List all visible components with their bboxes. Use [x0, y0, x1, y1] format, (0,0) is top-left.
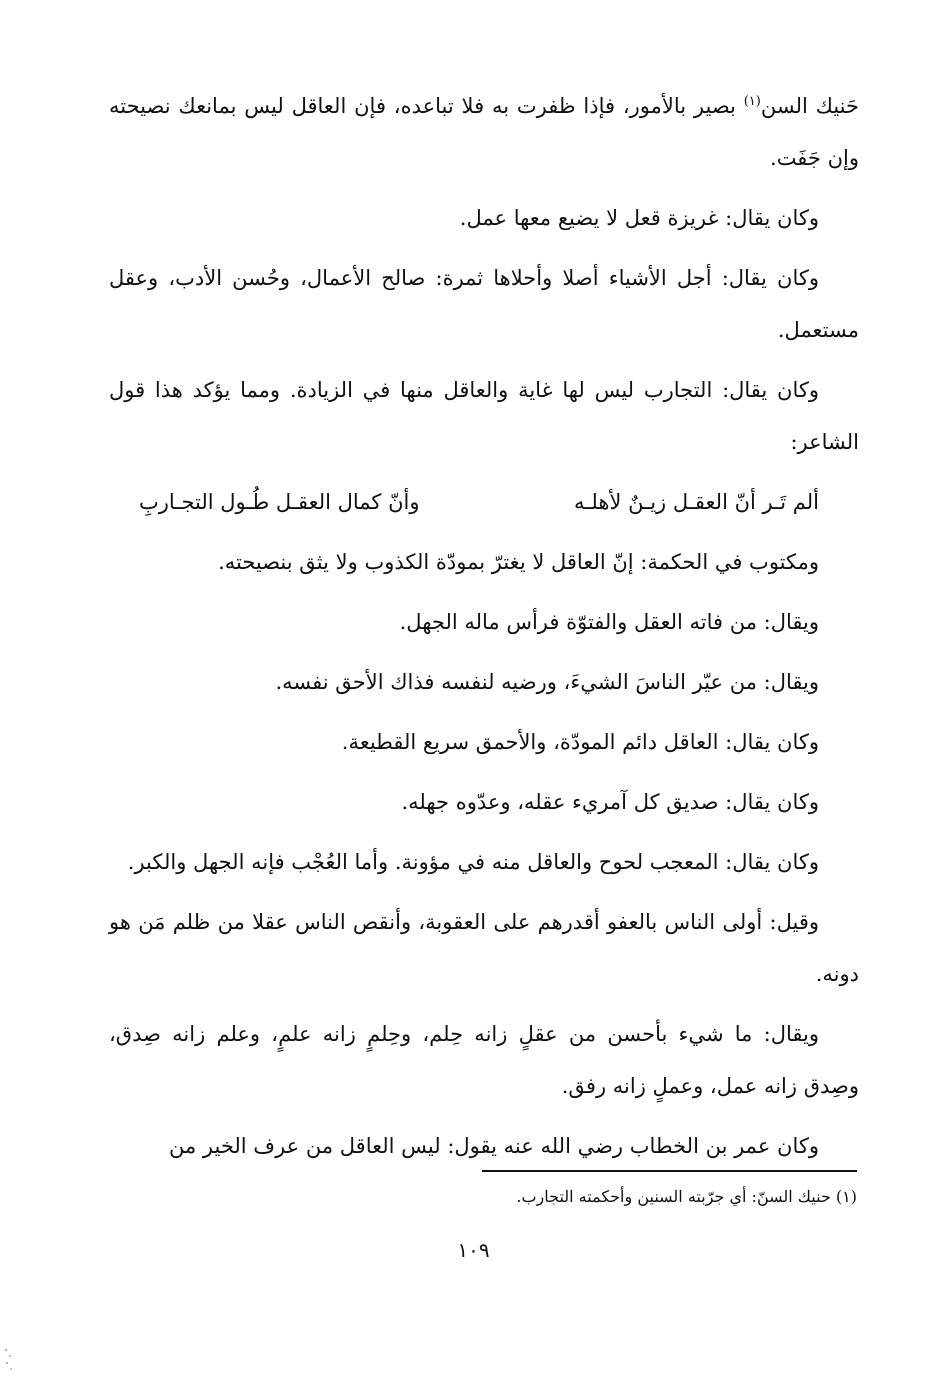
- paragraph-1: [109, 80, 859, 184]
- paragraph-12: ويقال: ما شيء بأحسن من عقلٍ زانه حِلم، وحِلمٍ زانه علمٍ، وعلم زانه صِدق، وصِدق زانه عمل، وعملٍ زانه رفق.: [109, 1022, 859, 1098]
- paragraph-3: وكان يقال: أجل الأشياء أصلا وأحلاها ثمرة: صالح الأعمال، وحُسن الأدب، وعقل مستعمل.: [109, 266, 859, 342]
- paragraph-1-start: حَنيك السن: [760, 94, 859, 118]
- footnote-divider: [482, 1170, 857, 1172]
- paragraph-5: ومكتوب في الحكمة: إنّ العاقل لا يغترّ بمودّة الكذوب ولا يثق بنصيحته.: [218, 550, 819, 574]
- paragraph-1-rest: بصير بالأمور، فإذا ظفرت به فلا تباعده، فإن العاقل ليس بمانعك نصيحته وإن جَفَت.: [109, 94, 859, 170]
- verse-first-hemistich: ألم تَـر أنّ العقـل زيـنٌ لأهلـه: [573, 490, 819, 514]
- paragraph-11: وقيل: أولى الناس بالعفو أقدرهم على العقوبة، وأنقص الناس عقلا من ظلم مَن هو دونه.: [109, 910, 859, 986]
- paragraph-8: وكان يقال: العاقل دائم المودّة، والأحمق سريع القطيعة.: [341, 730, 819, 754]
- poem-verse: [109, 476, 859, 528]
- paragraph-7: ويقال: من عيّر الناسَ الشيءَ، ورضيه لنفسه فذاك الأحق نفسه.: [275, 670, 819, 694]
- paragraph-6: ويقال: من فاته العقل والفتوّة فرأس ماله الجهل.: [399, 610, 819, 634]
- main-text: [109, 80, 859, 1180]
- page-number: ١٠٩: [457, 1238, 490, 1262]
- footnote-marker: (١): [743, 94, 761, 109]
- paragraph-10: وكان يقال: المعجب لحوح والعاقل منه في مؤونة. وأما العُجْب فإنه الجهل والكبر.: [127, 850, 819, 874]
- footnote: (١) حنيك السنّ: أي جرّبته السنين وأحكمته التجارب.: [516, 1187, 857, 1206]
- scan-edge-mark: [2, 1346, 16, 1374]
- paragraph-13: وكان عمر بن الخطاب رضي الله عنه يقول: ليس العاقل من عرف الخير من: [169, 1134, 819, 1158]
- paragraph-2: وكان يقال: غريزة قعل لا يضيع معها عمل.: [459, 206, 819, 230]
- paragraph-9: وكان يقال: صديق كل آمريء عقله، وعدّوه جهله.: [401, 790, 819, 814]
- paragraph-4: وكان يقال: التجارب ليس لها غاية والعاقل منها في الزيادة. ومما يؤكد هذا قول الشاعر:: [109, 378, 859, 454]
- verse-second-hemistich: وأنّ كمال العقـل طُـول التجـاربِ: [139, 490, 420, 514]
